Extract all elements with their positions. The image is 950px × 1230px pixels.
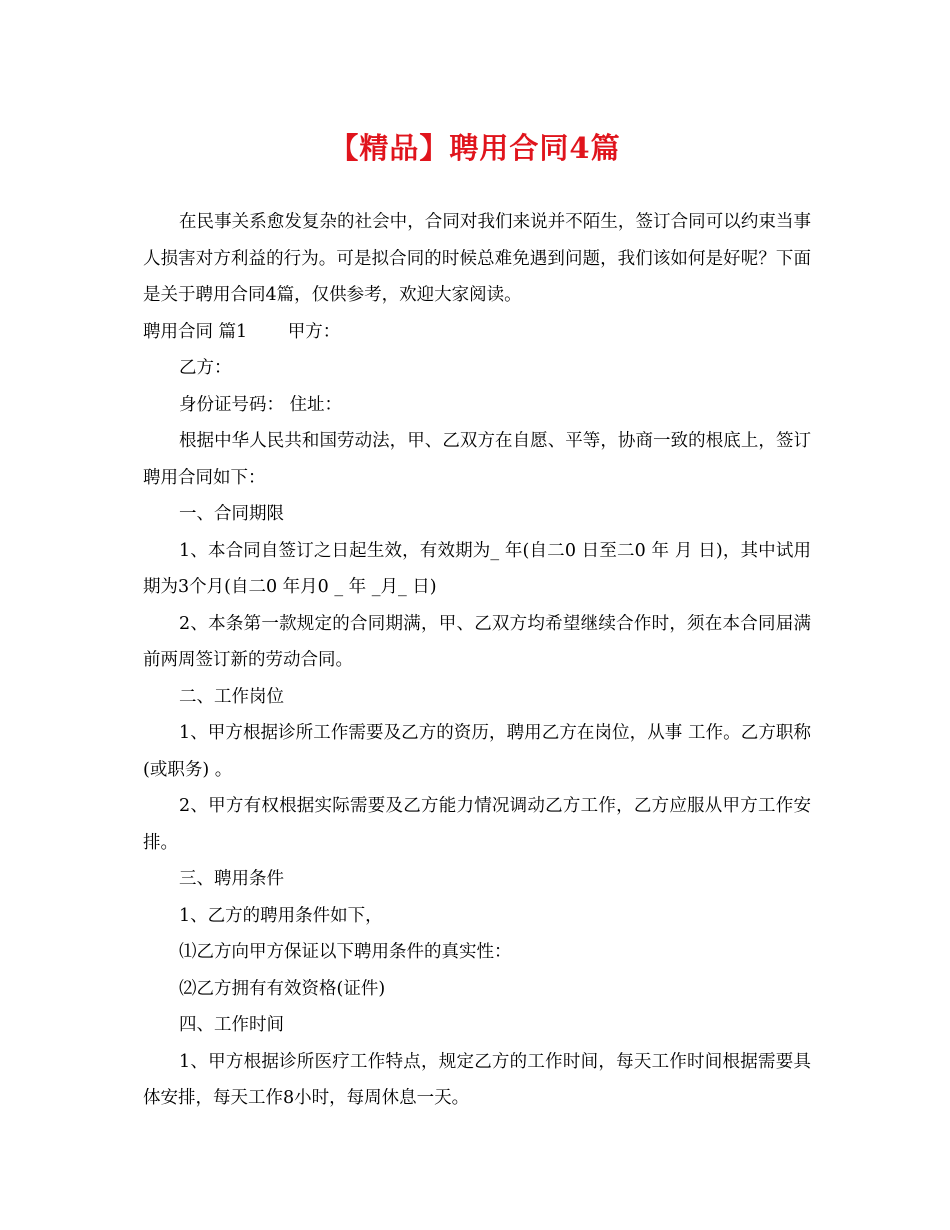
clause-paragraph: 1、本合同自签订之日起生效，有效期为_ 年(自二0 日至二0 年 月 日)，其中试用期为3个月(自二0 年月0 _ 年 _月_ 日) [143, 540, 811, 597]
id-address-line: 身份证号码： 住址： [179, 394, 343, 415]
clause-paragraph: ⑵乙方拥有有效资格(证件) [179, 978, 386, 999]
party-b-line: 乙方： [179, 358, 232, 378]
section-heading: 三、聘用条件 [179, 869, 284, 889]
clause-paragraph: 2、甲方有权根据实际需要及乙方能力情况调动乙方工作，乙方应服从甲方工作安排。 [143, 796, 811, 853]
section-heading: 四、工作时间 [179, 1015, 284, 1035]
clause-paragraph: 1、甲方根据诊所工作需要及乙方的资历，聘用乙方在岗位，从事 工作。乙方职称(或职务) 。 [143, 723, 811, 780]
document-body [143, 204, 811, 1117]
contract-heading-line: 聘用合同 篇1 甲方： [143, 321, 341, 342]
clause-paragraph: 1、甲方根据诊所医疗工作特点，规定乙方的工作时间，每天工作时间根据需要具体安排，每天工作8小时，每周休息一天。 [143, 1051, 811, 1108]
clause-paragraph: 2、本条第一款规定的合同期满，甲、乙双方均希望继续合作时，须在本合同届满前两周签订新的劳动合同。 [143, 613, 811, 670]
intro-paragraph: 在民事关系愈发复杂的社会中，合同对我们来说并不陌生，签订合同可以约束当事人损害对方利益的行为。可是拟合同的时候总难免遇到问题，我们该如何是好呢？下面是关于聘用合同4篇，仅供参考，欢迎大家阅读。 [143, 212, 811, 305]
clause-paragraph: ⑴乙方向甲方保证以下聘用条件的真实性： [179, 942, 512, 962]
legal-basis-paragraph: 根据中华人民共和国劳动法，甲、乙双方在自愿、平等，协商一致的根底上，签订聘用合同如下： [143, 431, 811, 488]
section-heading: 一、合同期限 [179, 504, 284, 524]
document-title: 【精品】聘用合同4篇 [329, 131, 621, 165]
section-heading: 二、工作岗位 [179, 686, 284, 707]
clause-paragraph: 1、乙方的聘用条件如下， [179, 905, 383, 926]
